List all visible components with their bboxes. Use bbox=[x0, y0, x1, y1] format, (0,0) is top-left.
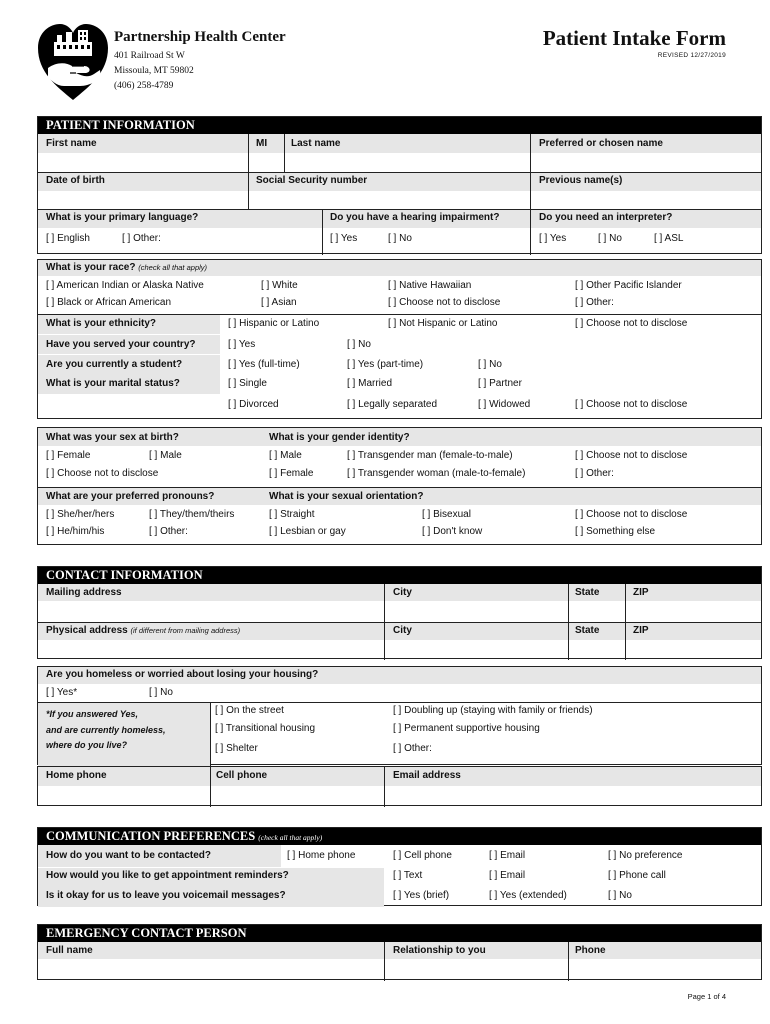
middle-initial-label: MI bbox=[256, 138, 268, 149]
checkbox-marital-widowed[interactable]: [ ] Widowed bbox=[478, 399, 531, 410]
served-country-question: Have you served your country? bbox=[46, 339, 196, 350]
checkbox-served-yes[interactable]: [ ] Yes bbox=[228, 339, 256, 350]
sex-at-birth-question: What was your sex at birth? bbox=[46, 432, 179, 443]
checkbox-marital-separated[interactable]: [ ] Legally separated bbox=[347, 399, 438, 410]
checkbox-ethnicity-hispanic[interactable]: [ ] Hispanic or Latino bbox=[228, 318, 320, 329]
checkbox-pronoun-she[interactable]: [ ] She/her/hers bbox=[46, 509, 115, 520]
section-heading-communication bbox=[38, 828, 761, 845]
checkbox-orientation-straight[interactable]: [ ] Straight bbox=[269, 509, 315, 520]
section-heading-emergency: EMERGENCY CONTACT PERSON bbox=[38, 925, 761, 942]
checkbox-ethnicity-not-hispanic[interactable]: [ ] Not Hispanic or Latino bbox=[388, 318, 498, 329]
checkbox-pronoun-he[interactable]: [ ] He/him/his bbox=[46, 526, 105, 537]
checkbox-contact-home-phone[interactable]: [ ] Home phone bbox=[287, 850, 356, 861]
checkbox-orientation-lesbian-gay[interactable]: [ ] Lesbian or gay bbox=[269, 526, 346, 537]
mailing-address-label: Mailing address bbox=[46, 587, 122, 598]
reminder-question: How would you like to get appointment reminders? bbox=[46, 870, 289, 881]
checkbox-gender-male[interactable]: [ ] Male bbox=[269, 450, 302, 461]
mailing-city-label: City bbox=[393, 587, 412, 598]
checkbox-student-no[interactable]: [ ] No bbox=[478, 359, 502, 370]
housing-section bbox=[37, 666, 762, 765]
checkbox-live-doubling-up[interactable]: [ ] Doubling up (staying with family or friends) bbox=[393, 705, 593, 716]
checkbox-gender-not-disclose[interactable]: [ ] Choose not to disclose bbox=[575, 450, 688, 461]
checkbox-live-supportive[interactable]: [ ] Permanent supportive housing bbox=[393, 723, 540, 734]
checkbox-gender-other[interactable]: [ ] Other: bbox=[575, 468, 614, 479]
page-number: Page 1 of 4 bbox=[687, 992, 726, 1001]
checkbox-sex-male[interactable]: [ ] Male bbox=[149, 450, 182, 461]
preferred-name-label: Preferred or chosen name bbox=[539, 138, 663, 149]
checkbox-gender-trans-man[interactable]: [ ] Transgender man (female-to-male) bbox=[347, 450, 513, 461]
communication-preferences-section bbox=[37, 827, 762, 906]
checkbox-language-english[interactable]: [ ] English bbox=[46, 233, 90, 244]
checkbox-ethnicity-not-disclose[interactable]: [ ] Choose not to disclose bbox=[575, 318, 688, 329]
student-question: Are you currently a student? bbox=[46, 359, 183, 370]
checkbox-race-pacific-islander[interactable]: [ ] Other Pacific Islander bbox=[575, 280, 682, 291]
checkbox-marital-divorced[interactable]: [ ] Divorced bbox=[228, 399, 279, 410]
interpreter-question: Do you need an interpreter? bbox=[539, 212, 673, 223]
emergency-relationship-label: Relationship to you bbox=[393, 945, 486, 956]
housing-question: Are you homeless or worried about losing your housing? bbox=[46, 669, 319, 680]
housing-followup-line2: and are currently homeless, bbox=[46, 725, 166, 735]
checkbox-marital-partner[interactable]: [ ] Partner bbox=[478, 378, 522, 389]
checkbox-reminder-email[interactable]: [ ] Email bbox=[489, 870, 526, 881]
housing-followup-line3: where do you live? bbox=[46, 740, 128, 750]
checkbox-interpreter-asl[interactable]: [ ] ASL bbox=[654, 233, 684, 244]
checkbox-housing-yes[interactable]: [ ] Yes* bbox=[46, 687, 78, 698]
checkbox-orientation-not-disclose[interactable]: [ ] Choose not to disclose bbox=[575, 509, 688, 520]
pronouns-question: What are your preferred pronouns? bbox=[46, 491, 215, 502]
checkbox-contact-no-preference[interactable]: [ ] No preference bbox=[608, 850, 683, 861]
marital-status-question: What is your marital status? bbox=[46, 378, 180, 389]
gender-identity-question: What is your gender identity? bbox=[269, 432, 410, 443]
communication-heading-note: (check all that apply) bbox=[258, 833, 323, 842]
checkbox-voicemail-extended[interactable]: [ ] Yes (extended) bbox=[489, 890, 567, 901]
checkbox-contact-email[interactable]: [ ] Email bbox=[489, 850, 526, 861]
first-name-label: First name bbox=[46, 138, 97, 149]
race-question bbox=[46, 262, 207, 273]
mailing-zip-label: ZIP bbox=[633, 587, 649, 598]
checkbox-race-black[interactable]: [ ] Black or African American bbox=[46, 297, 172, 308]
checkbox-interpreter-no[interactable]: [ ] No bbox=[598, 233, 622, 244]
mailing-state-label: State bbox=[575, 587, 600, 598]
checkbox-race-native-hawaiian[interactable]: [ ] Native Hawaiian bbox=[388, 280, 472, 291]
checkbox-orientation-bisexual[interactable]: [ ] Bisexual bbox=[422, 509, 471, 520]
communication-heading-text: COMMUNICATION PREFERENCES bbox=[46, 829, 256, 843]
section-heading-contact: CONTACT INFORMATION bbox=[38, 567, 761, 584]
checkbox-race-white[interactable]: [ ] White bbox=[261, 280, 298, 291]
ssn-label: Social Security number bbox=[256, 175, 368, 186]
checkbox-reminder-phone-call[interactable]: [ ] Phone call bbox=[608, 870, 666, 881]
identity-section bbox=[37, 427, 762, 545]
checkbox-student-part-time[interactable]: [ ] Yes (part-time) bbox=[347, 359, 424, 370]
checkbox-live-street[interactable]: [ ] On the street bbox=[215, 705, 284, 716]
checkbox-live-shelter[interactable]: [ ] Shelter bbox=[215, 743, 258, 754]
checkbox-race-american-indian[interactable]: [ ] American Indian or Alaska Native bbox=[46, 280, 204, 291]
physical-address-note: (if different from mailing address) bbox=[130, 626, 241, 635]
revision-date: REVISED 12/27/2019 bbox=[657, 52, 726, 59]
patient-information-section bbox=[37, 116, 762, 254]
checkbox-contact-cell-phone[interactable]: [ ] Cell phone bbox=[393, 850, 452, 861]
checkbox-gender-female[interactable]: [ ] Female bbox=[269, 468, 314, 479]
health-center-logo bbox=[36, 20, 110, 102]
last-name-label: Last name bbox=[291, 138, 341, 149]
checkbox-sex-not-disclose[interactable]: [ ] Choose not to disclose bbox=[46, 468, 159, 479]
housing-followup-line1: *If you answered Yes, bbox=[46, 709, 139, 719]
ethnicity-question: What is your ethnicity? bbox=[46, 318, 157, 329]
cell-phone-label: Cell phone bbox=[216, 770, 268, 781]
checkbox-served-no[interactable]: [ ] No bbox=[347, 339, 371, 350]
previous-names-label: Previous name(s) bbox=[539, 175, 623, 186]
checkbox-interpreter-yes[interactable]: [ ] Yes bbox=[539, 233, 567, 244]
form-title: Patient Intake Form bbox=[542, 26, 726, 50]
org-phone: (406) 258-4789 bbox=[114, 81, 174, 91]
hearing-impairment-question: Do you have a hearing impairment? bbox=[330, 212, 500, 223]
voicemail-question: Is it okay for us to leave you voicemail messages? bbox=[46, 890, 286, 901]
emergency-full-name-label: Full name bbox=[46, 945, 93, 956]
emergency-phone-label: Phone bbox=[575, 945, 606, 956]
org-address-line1: 401 Railroad St W bbox=[114, 51, 185, 61]
physical-address-label bbox=[46, 625, 240, 636]
checkbox-race-not-disclose[interactable]: [ ] Choose not to disclose bbox=[388, 297, 501, 308]
contact-method-question: How do you want to be contacted? bbox=[46, 850, 211, 861]
email-address-label: Email address bbox=[393, 770, 461, 781]
home-phone-label: Home phone bbox=[46, 770, 107, 781]
physical-city-label: City bbox=[393, 625, 412, 636]
demographics-section bbox=[37, 259, 762, 419]
org-name: Partnership Health Center bbox=[114, 29, 286, 45]
checkbox-hearing-yes[interactable]: [ ] Yes bbox=[330, 233, 358, 244]
checkbox-marital-married[interactable]: [ ] Married bbox=[347, 378, 393, 389]
emergency-contact-section bbox=[37, 924, 762, 980]
checkbox-housing-no[interactable]: [ ] No bbox=[149, 687, 173, 698]
checkbox-reminder-text[interactable]: [ ] Text bbox=[393, 870, 423, 881]
checkbox-live-other[interactable]: [ ] Other: bbox=[393, 743, 432, 754]
checkbox-sex-female[interactable]: [ ] Female bbox=[46, 450, 91, 461]
physical-zip-label: ZIP bbox=[633, 625, 649, 636]
checkbox-voicemail-no[interactable]: [ ] No bbox=[608, 890, 632, 901]
checkbox-voicemail-brief[interactable]: [ ] Yes (brief) bbox=[393, 890, 450, 901]
contact-information-section bbox=[37, 566, 762, 659]
checkbox-language-other[interactable]: [ ] Other: bbox=[122, 233, 161, 244]
checkbox-orientation-dont-know[interactable]: [ ] Don't know bbox=[422, 526, 483, 537]
dob-label: Date of birth bbox=[46, 175, 105, 186]
checkbox-gender-trans-woman[interactable]: [ ] Transgender woman (male-to-female) bbox=[347, 468, 526, 479]
section-heading-patient: PATIENT INFORMATION bbox=[38, 117, 761, 134]
checkbox-race-asian[interactable]: [ ] Asian bbox=[261, 297, 297, 308]
race-question-note: (check all that apply) bbox=[138, 263, 208, 272]
checkbox-marital-single[interactable]: [ ] Single bbox=[228, 378, 267, 389]
checkbox-hearing-no[interactable]: [ ] No bbox=[388, 233, 412, 244]
physical-state-label: State bbox=[575, 625, 600, 636]
phone-email-section bbox=[37, 766, 762, 806]
primary-language-question: What is your primary language? bbox=[46, 212, 199, 223]
checkbox-race-other[interactable]: [ ] Other: bbox=[575, 297, 614, 308]
physical-address-text: Physical address bbox=[46, 625, 128, 636]
checkbox-pronoun-other[interactable]: [ ] Other: bbox=[149, 526, 188, 537]
race-question-text: What is your race? bbox=[46, 262, 136, 273]
checkbox-orientation-something-else[interactable]: [ ] Something else bbox=[575, 526, 656, 537]
checkbox-student-full-time[interactable]: [ ] Yes (full-time) bbox=[228, 359, 300, 370]
checkbox-pronoun-they[interactable]: [ ] They/them/theirs bbox=[149, 509, 235, 520]
checkbox-live-transitional[interactable]: [ ] Transitional housing bbox=[215, 723, 316, 734]
checkbox-marital-not-disclose[interactable]: [ ] Choose not to disclose bbox=[575, 399, 688, 410]
org-address-line2: Missoula, MT 59802 bbox=[114, 66, 194, 76]
sexual-orientation-question: What is your sexual orientation? bbox=[269, 491, 424, 502]
